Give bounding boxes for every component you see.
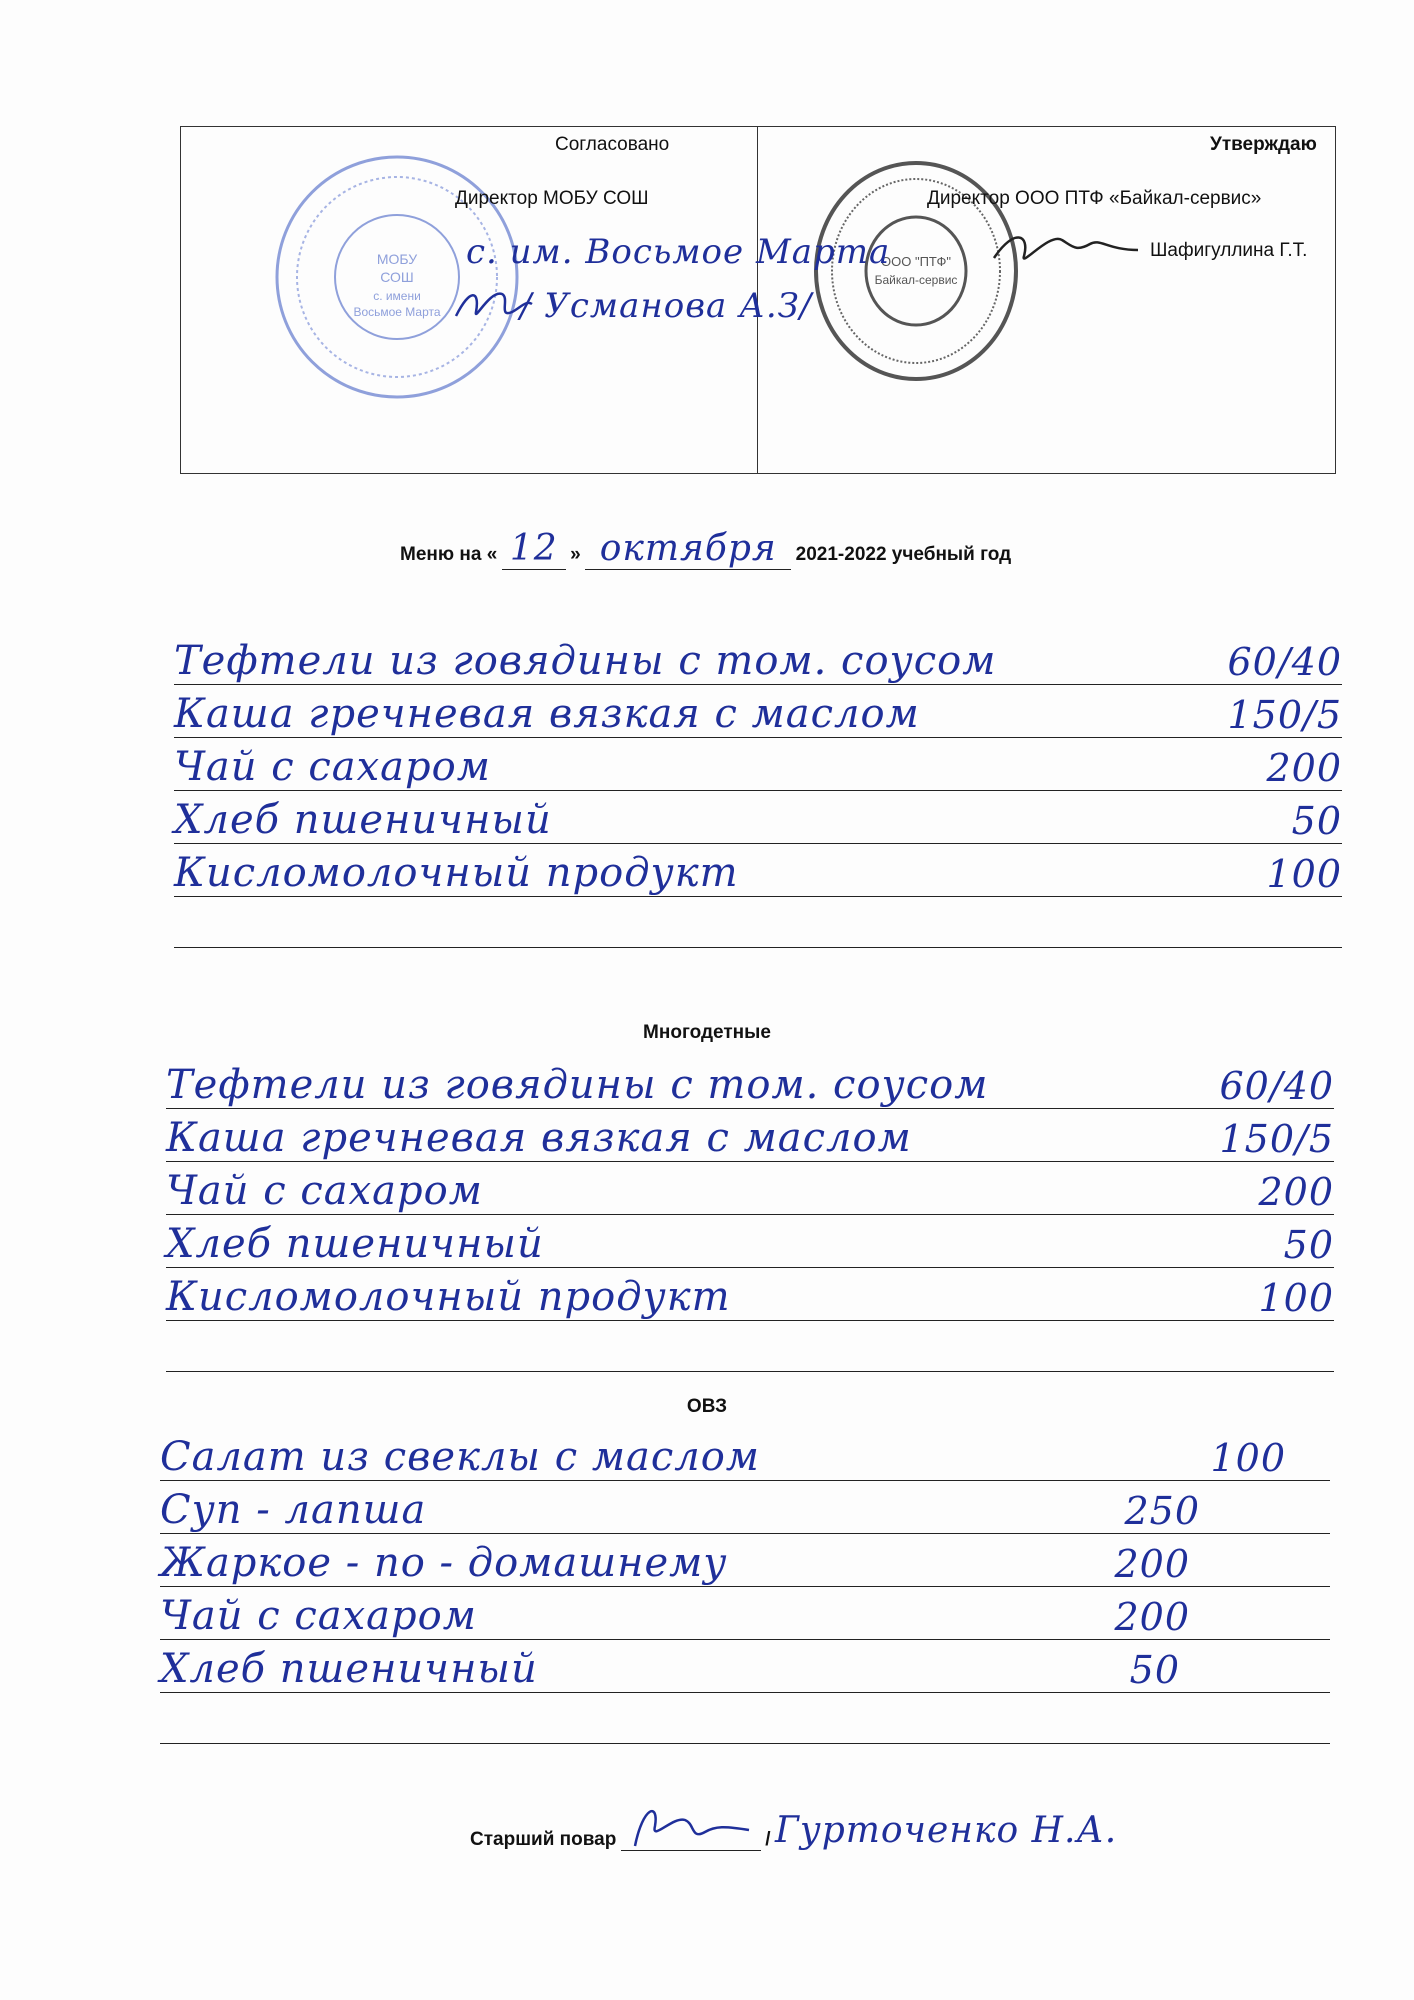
menu-title xyxy=(400,528,1120,570)
menu-day: 12 xyxy=(502,528,566,570)
dish-name: Каша гречневая вязкая с маслом xyxy=(166,1115,912,1161)
menu-row xyxy=(166,1162,1334,1215)
footer-separator: / xyxy=(765,1829,771,1850)
dish-qty: 200 xyxy=(1114,1542,1190,1586)
menu-row xyxy=(160,1481,1330,1534)
dish-qty: 200 xyxy=(1114,1595,1190,1639)
dish-qty: 200 xyxy=(1266,746,1342,790)
menu-month: октября xyxy=(585,528,791,570)
svg-text:СОШ: СОШ xyxy=(380,269,414,285)
dish-name: Чай с сахаром xyxy=(160,1593,477,1639)
menu-title-middle: » xyxy=(570,544,581,565)
school-name-handwritten: с. им. Восьмое Марта xyxy=(466,232,891,272)
menu-row xyxy=(174,791,1342,844)
dish-name: Чай с сахаром xyxy=(166,1168,483,1214)
menu-row xyxy=(166,1056,1334,1109)
dish-name: Тефтели из говядины с том. соусом xyxy=(166,1062,989,1108)
svg-text:МОБУ: МОБУ xyxy=(376,251,418,267)
dish-name: Чай с сахаром xyxy=(174,744,491,790)
menu-title-prefix: Меню на « xyxy=(400,544,498,565)
cook-name: Гурточенко Н.А. xyxy=(775,1810,1118,1851)
left-signer-name: / Усманова А.З/ xyxy=(520,286,813,326)
svg-text:ООО "ПТФ": ООО "ПТФ" xyxy=(881,254,951,269)
approve-title: Утверждаю xyxy=(1210,134,1317,155)
dish-qty: 150/5 xyxy=(1219,1117,1334,1161)
menu-row xyxy=(166,1215,1334,1268)
menu-section-large-families xyxy=(166,1056,1334,1372)
svg-text:Байкал-сервис: Байкал-сервис xyxy=(874,273,958,287)
menu-section-ovz xyxy=(160,1428,1330,1744)
menu-row xyxy=(174,844,1342,897)
menu-row xyxy=(160,1428,1330,1481)
dish-name: Хлеб пшеничный xyxy=(166,1221,544,1267)
svg-text:с. имени: с. имени xyxy=(373,289,421,303)
menu-row xyxy=(166,1268,1334,1321)
right-signer-name: Шафигуллина Г.Т. xyxy=(1150,240,1308,261)
empty-line xyxy=(174,947,1342,948)
svg-text:Восьмое Марта: Восьмое Марта xyxy=(353,305,441,319)
dish-qty: 100 xyxy=(1266,852,1342,896)
dish-qty: 50 xyxy=(1291,799,1342,843)
dish-qty: 100 xyxy=(1258,1276,1334,1320)
dish-qty: 100 xyxy=(1210,1436,1286,1480)
empty-line xyxy=(166,1371,1334,1372)
section-heading-large-families: Многодетные xyxy=(643,1022,771,1043)
approver-signature-icon xyxy=(990,222,1140,272)
dish-name: Кисломолочный продукт xyxy=(174,850,739,896)
footer-signature xyxy=(470,1810,1270,1851)
dish-name: Хлеб пшеничный xyxy=(160,1646,538,1692)
dish-qty: 250 xyxy=(1124,1489,1200,1533)
dish-qty: 60/40 xyxy=(1219,1064,1334,1108)
dish-name: Тефтели из говядины с том. соусом xyxy=(174,638,997,684)
cook-signature-icon xyxy=(629,1796,759,1856)
right-director-position: Директор ООО ПТФ «Байкал-сервис» xyxy=(927,188,1262,209)
menu-section-main xyxy=(174,630,1342,948)
dish-qty: 200 xyxy=(1258,1170,1334,1214)
dish-qty: 60/40 xyxy=(1227,640,1342,684)
dish-qty: 50 xyxy=(1283,1223,1334,1267)
menu-row xyxy=(160,1587,1330,1640)
menu-row xyxy=(174,685,1342,738)
dish-name: Суп - лапша xyxy=(160,1487,427,1533)
dish-name: Кисломолочный продукт xyxy=(166,1274,731,1320)
dish-qty: 150/5 xyxy=(1227,693,1342,737)
menu-title-suffix: 2021-2022 учебный год xyxy=(795,544,1012,565)
dish-name: Хлеб пшеничный xyxy=(174,797,552,843)
left-director-position: Директор МОБУ СОШ xyxy=(455,188,649,209)
agreed-title: Согласовано xyxy=(555,134,670,155)
menu-row xyxy=(160,1640,1330,1693)
dish-name: Каша гречневая вязкая с маслом xyxy=(174,691,920,737)
dish-name: Жаркое - по - домашнему xyxy=(160,1540,728,1586)
dish-qty: 50 xyxy=(1129,1648,1180,1692)
menu-row xyxy=(174,738,1342,791)
section-heading-ovz: ОВЗ xyxy=(686,1396,728,1417)
menu-row xyxy=(174,630,1342,685)
empty-line xyxy=(160,1743,1330,1744)
dish-name: Салат из свеклы с маслом xyxy=(160,1434,760,1480)
cook-signature-line xyxy=(621,1810,761,1851)
menu-row xyxy=(160,1534,1330,1587)
menu-row xyxy=(166,1109,1334,1162)
cook-label: Старший повар xyxy=(470,1829,617,1850)
